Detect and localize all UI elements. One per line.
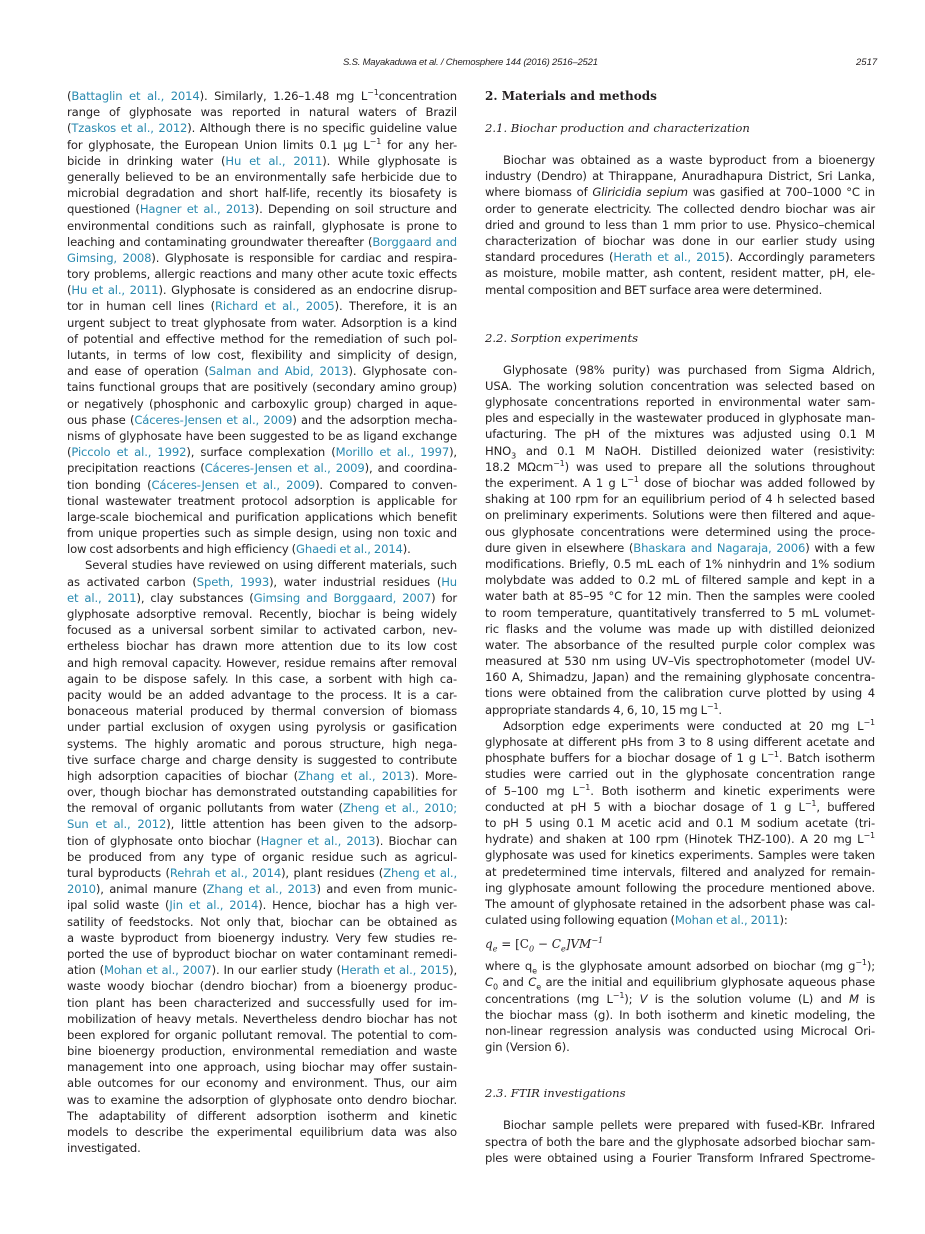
sorption-paragraph-1 (485, 362, 875, 718)
text-line: systems. The highly aromatic and porous structure, high nega- (67, 736, 457, 751)
text-line: water bath at 85–95 °C for 12 min. Then the samples were cooled (485, 589, 875, 604)
biochar-production-paragraph (485, 152, 875, 298)
text-line: again to be dispose safely. In this case, a sorbent with high ca- (67, 671, 457, 686)
text-line: glyphosate concentrations reported in environmental water sam- (485, 395, 875, 410)
intro-paragraph-1 (67, 88, 457, 557)
text-line: over, though biochar has demonstrated outstanding capabilities for (67, 785, 457, 800)
text-line: ric flasks and the volume was made up with distilled deionized (485, 621, 875, 636)
text-line: 18.2 MΩcm$^{-1}$) was used to prepare all the solutions throughout (485, 458, 875, 474)
text-line: questioned (Hagner et al., 2013). Depending on soil structure and (67, 202, 457, 217)
text-line: characterization of biochar was done in our earlier study using (485, 233, 875, 248)
superscript: −1 (578, 782, 591, 792)
text-line: of potential and effective method for the remediation of such pol- (67, 331, 457, 346)
citation-link[interactable]: Zheng et al., (383, 866, 457, 880)
text-line: dure given in elsewhere (Bhaskara and Nagaraja, 2006) with a few (485, 540, 875, 555)
text-line: (Battaglin et al., 2014). Similarly, 1.26–1.48 mg $L^{-1}concentration$ (67, 88, 457, 103)
text-line: from unique properties such as simple design, using non toxic and (67, 526, 457, 541)
text-line: able outcomes for our economy and environment. Thus, our aim (67, 1076, 457, 1091)
text-line: tion bonding (Cáceres-Jensen et al., 2009). Compared to conven- (67, 477, 458, 492)
text-line: 2010), animal manure (Zhang et al., 2013) and even from munic- (67, 882, 457, 897)
citation-link[interactable]: Sun et al., 2012 (67, 817, 167, 832)
superscript: −1 (863, 717, 875, 727)
text-line: waste woody biochar (dendro biochar) from a bioenergy produc- (67, 979, 457, 994)
text-line: was to examine the adsorption of glyphosate onto dendro biochar. (67, 1092, 457, 1107)
text-line: tural byproducts (Rehrah et al., 2014), plant residues (Zheng et al., (67, 866, 457, 880)
citation-link[interactable]: Cáceres-Jensen et al., 2009 (134, 412, 293, 427)
italic-term: C (485, 975, 493, 990)
text-line: range of glyphosate was reported in natural waters of Brazil (67, 105, 457, 120)
italic-term: M (848, 991, 859, 1006)
text-line: mental composition and BET surface area were determined. (485, 282, 823, 297)
adsorption-equation: $q_e = [C_0 - C_e]VM^{-1}$ (485, 936, 604, 954)
text-line: bonaceous material produced by thermal conversion of biomass (67, 704, 457, 719)
subscript: 0 (492, 982, 498, 992)
text-line: phosphate buffers for a biochar dosage of 1 g $L^{-1}$. Batch isotherm (485, 750, 875, 766)
text-line: or negatively (phosphonic and carboxylic group) charged in aque- (67, 396, 457, 411)
text-line: Biochar was obtained as a waste byproduct from a bioenergy (503, 153, 875, 167)
text-line: tor in human cell lines (Richard et al., 2005). Therefore, it is an (67, 299, 458, 314)
text-line: been explored for organic pollutant removal. The potential to com- (67, 1027, 457, 1042)
text-line: tional wastewater treatment protocol adsorption is applicable for (67, 493, 457, 508)
text-line: a waste byproduct from bioenergy industry. Very few studies re- (67, 930, 457, 945)
citation-link[interactable]: Mohan et al., 2011 (674, 913, 780, 928)
text-line: (Piccolo et al., 1992), surface complexation (Morillo et al., 1997), (67, 445, 457, 460)
superscript: −1 (369, 136, 382, 146)
text-line: nisms of glyphosate have been suggested to be as ligand exchange (67, 428, 457, 443)
text-line: Adsorption edge experiments were conducted at 20 mg $L^{-1}$ (503, 717, 875, 733)
text-line: Sun et al., 2012), little attention has been given to the adsorp- (67, 817, 458, 832)
subscript: e (536, 982, 541, 992)
text-line: USA. The working solution concentration was selected based on (485, 378, 875, 393)
superscript: −1 (855, 958, 867, 968)
text-line: large-scale biochemical and purification applications which benefit (67, 509, 457, 524)
text-line: (Tzaskos et al., 2012). Although there is no specific guideline value (67, 121, 457, 136)
citation-link[interactable]: Hagner et al., 2013 (260, 833, 376, 848)
text-line: investigated. (67, 1141, 141, 1156)
text-line: urgent subject to treat glyphosate from water. Adsorption is a kind (67, 315, 457, 330)
text-line: spectra of both the bare and the glyphosate adsorbed biochar sam- (485, 1134, 875, 1149)
text-line: at predetermined time intervals, filtered and analyzed for remain- (485, 864, 875, 879)
text-line: management into one approach, using biochar may offer sustain- (67, 1060, 457, 1075)
citation-link[interactable]: Bhaskara and Nagaraja, 2006 (633, 540, 806, 555)
sorption-paragraph-2 (485, 718, 875, 928)
text-line: bicide in drinking water (Hu et al., 2011). While glyphosate is (67, 153, 457, 168)
text-line: glyphosate at different pHs from 3 to 8 using different acetate and (485, 735, 875, 749)
text-line: low cost adsorbents and high efficiency (Ghaedi et al., 2014). (67, 542, 411, 557)
text-line: environmental conditions such as rainfall, glyphosate is prone to (67, 218, 457, 233)
text-line: conducted at pH 5 with a biochar dosage of 1 g $L^{-1}$, buffered (485, 798, 875, 814)
text-line: $HNO_3$ and 0.1 M NaOH. Distilled deionized water (resistivity: (485, 443, 875, 460)
citation-link[interactable]: Hagner et al., 2013 (139, 202, 255, 217)
citation-link[interactable]: Mohan et al., 2007 (103, 963, 212, 978)
intro-paragraph-2 (67, 557, 457, 1156)
text-line: shaking at 100 rpm for an equilibrium period of 4 h selected based (485, 492, 875, 507)
text-line: on preliminary experiments. Solutions were then filtered and aque- (485, 508, 875, 523)
text-line: ufacturing. The pH of the mixtures was adjusted using 0.1 M (485, 427, 875, 442)
citation-link[interactable]: Ghaedi et al., 2014 (296, 542, 403, 557)
text-line: for glyphosate, the European Union limits 0.1 µg $L^{-1}$ for any her- (67, 136, 457, 152)
citation-link[interactable]: Zhang et al., 2013 (298, 768, 411, 783)
text-line: ported the use of byproduct biochar on water contaminant remedi- (67, 946, 457, 961)
italic-term: C (528, 975, 537, 990)
citation-link[interactable]: Richard et al., 2005 (214, 299, 335, 314)
text-line: standard procedures (Herath et al., 2015). Accordingly parameters (485, 250, 876, 265)
text-line: where $q_e$ is the glyphosate amount adsorbed on biochar (mg $g^{-1}$); (485, 958, 875, 976)
italic-term: Gliricidia sepium (592, 185, 688, 200)
citation-link[interactable]: 2010 (67, 882, 96, 897)
text-line: studies were carried out in the glyphosate concentration range (485, 767, 875, 782)
text-line: be produced from any type of organic residue such as agricul- (67, 849, 457, 864)
text-line: ing glyphosate amount following the procedure mentioned above. (485, 880, 875, 895)
citation-link[interactable]: Rehrah et al., 2014 (169, 866, 282, 880)
citation-link[interactable]: Salman and Abid, 2013 (208, 364, 349, 379)
text-line: mobilization of heavy metals. Nevertheless dendro biochar has not (67, 1011, 457, 1026)
text-line: and ease of operation (Salman and Abid, 2013). Glyphosate con- (67, 364, 457, 379)
text-line: models to describe the experimental equilibrium data was also (67, 1125, 457, 1139)
text-line: ertheless biochar has drawn more attention due to its low cost (67, 639, 457, 654)
text-line: gin (Version 6). (485, 1040, 570, 1055)
superscript: −1 (706, 701, 719, 711)
text-line: water. The absorbance of the resulted purple color complex was (485, 637, 875, 652)
text-line: 160 A, Shimadzu, Japan) and the remaining glyphosate concentra- (485, 670, 875, 685)
citation-link[interactable]: Hu et al., 2011 (225, 153, 323, 168)
text-line: tive surface charge and charge density is suggested to contribute (67, 752, 457, 767)
text-line: satility of feedstocks. Not only that, biochar can be obtained as (67, 914, 457, 929)
superscript: −1 (627, 475, 639, 485)
italic-term: V (639, 991, 648, 1006)
text-line: tion of glyphosate onto biochar (Hagner et al., 2013). Biochar can (67, 833, 458, 848)
text-line: The amount of glyphosate retained in the adsorbent phase was cal- (485, 896, 875, 911)
text-line: (Hu et al., 2011). Glyphosate is considered as an endocrine disrup- (67, 283, 457, 298)
text-line: where biomass of Gliricidia sepium was gasified at 700–1000 °C in (485, 185, 875, 200)
equation-explanation-paragraph (485, 958, 875, 1055)
citation-link[interactable]: Gimsing and Borggaard, 2007 (253, 590, 432, 605)
text-line: ous glyphosate concentrations were determined using the proce- (485, 524, 875, 539)
text-line: tory problems, allergic reactions and many other acute toxic effects (67, 267, 457, 282)
text-line: precipitation reactions (Cáceres-Jensen et al., 2009), and coordina- (67, 461, 457, 476)
subscript: e (532, 966, 537, 976)
text-line: as moisture, mobile matter, ash content, resident matter, pH, ele- (485, 266, 875, 281)
text-line: high adsorption capacities of biochar (Zhang et al., 2013). More- (67, 768, 457, 783)
right-column (485, 88, 875, 1166)
text-line: as activated carbon (Speth, 1993), water industrial residues (Hu (67, 574, 458, 589)
text-line: dried and ground to less than 1 mm prior to use. Physico–chemical (485, 217, 875, 232)
subsection-heading-2-2: 2.2. Sorption experiments (485, 330, 639, 345)
citation-link[interactable]: Hu et al., 2011 (71, 283, 159, 298)
subscript: 3 (511, 450, 517, 460)
text-line: molybdate was added to 0.2 mL of filtered sample and kept in a (485, 573, 875, 588)
citation-link[interactable]: Cáceres-Jensen et al., 2009 (204, 461, 365, 476)
text-line: order to generate electricity. The collected dendro biochar was air (485, 201, 875, 216)
superscript: −1 (553, 458, 565, 468)
text-line: bine bioenergy production, environmental remediation and waste (67, 1044, 457, 1059)
text-line: modifications. Briefly, 0.5 mL each of 1% ninhydrin and 1% sodium (485, 556, 875, 571)
citation-link[interactable]: Herath et al., 2015 (613, 250, 726, 265)
text-line: tion plant has been characterized and successfully used for im- (67, 995, 457, 1010)
superscript: −1 (612, 990, 625, 1000)
text-line: Gimsing, 2008). Glyphosate is responsible for cardiac and respira- (67, 250, 457, 265)
citation-link[interactable]: et al., 2011 (67, 590, 137, 605)
text-line: the removal of organic pollutants from water (Zheng et al., 2010; (67, 801, 458, 816)
citation-link[interactable]: Jin et al., 2014 (169, 898, 259, 913)
text-line: ples were obtained using a Fourier Transform Infrared Spectrome- (485, 1150, 875, 1165)
text-line: to pH 5 using 0.1 M acetic acid and 0.1 M sodium acetate (tri- (485, 815, 875, 830)
subsection-heading-2-3: 2.3. FTIR investigations (485, 1086, 626, 1101)
text-line: of 5–100 mg $L^{-1}$. Both isotherm and kinetic experiments were (485, 782, 875, 798)
text-line: ipal solid waste (Jin et al., 2014). Hence, biochar has a high ver- (67, 898, 457, 913)
subsection-heading-2-1: 2.1. Biochar production and characterization (485, 121, 750, 135)
journal-citation: S.S. Mayakaduwa et al. / Chemosphere 144 (2016) 2516–2521 (343, 57, 598, 68)
text-line: the biochar mass (g). In both isotherm and kinetic modeling, the (485, 1007, 875, 1022)
citation-link[interactable]: Hu (441, 574, 458, 589)
superscript: −1 (804, 798, 817, 808)
text-line: generally believed to be an environmentally safe herbicide due to (67, 169, 457, 184)
citation-link[interactable]: Speth, 1993 (196, 574, 270, 589)
text-line: pacity would be an added advantage to the process. It is a car- (67, 687, 457, 702)
superscript: −1 (767, 750, 779, 760)
citation-link[interactable]: Tzaskos et al., 2012 (71, 121, 188, 136)
citation-link[interactable]: Borggaard and (372, 234, 457, 249)
text-line: culated using following equation (Mohan et al., 2011): (485, 913, 788, 928)
ftir-paragraph (485, 1117, 875, 1166)
citation-link[interactable]: Gimsing, 2008 (67, 250, 152, 265)
text-line: appropriate standards 4, 6, 10, 15 mg $L^{-1}$. (485, 701, 722, 717)
text-line: ples and especially in the wastewater produced in glyphosate man- (485, 411, 875, 426)
text-line: et al., 2011), clay substances (Gimsing and Borggaard, 2007) for (67, 590, 458, 605)
citation-link[interactable]: Zhang et al., 2013 (206, 882, 317, 897)
text-line: under partial exclusion of oxygen using pyrolysis or gasification (67, 720, 457, 735)
text-line: glyphosate adsorptive removal. Recently, biochar is being widely (67, 607, 457, 621)
section-heading-materials-methods: 2. Materials and methods (485, 89, 657, 103)
superscript: −1 (367, 88, 379, 98)
text-line: tains functional groups that are positively (secondary amino group) (67, 380, 457, 395)
citation-link[interactable]: Piccolo et al., 1992 (71, 445, 187, 460)
text-line: and high removal capacity. However, residue remains after removal (67, 655, 457, 670)
text-line: the experiment. A 1 g $L^{-1}$ dose of biochar was added followed by (485, 475, 875, 490)
citation-link[interactable]: Zheng et al., 2010; (342, 801, 458, 816)
text-line: concentrations (mg $L^{-1}$); V is the solution volume (L) and M is (485, 990, 876, 1006)
text-line: microbial degradation and short half-life, recently its biosafety is (67, 186, 457, 201)
citation-link[interactable]: Herath et al., 2015 (340, 963, 450, 978)
citation-link[interactable]: Cáceres-Jensen et al., 2009 (151, 477, 316, 492)
text-line: The adaptability of different adsorption isotherm and kinetic (67, 1108, 457, 1123)
text-line: measured at 530 nm using UV–Vis spectrophotometer (model UV- (485, 654, 875, 669)
text-line: industry (Dendro) at Thirappane, Anuradhapura District, Sri Lanka, (485, 169, 875, 184)
text-line: glyphosate was used for kinetics experiments. Samples were taken (485, 848, 875, 863)
text-line: Biochar sample pellets were prepared with fused-KBr. Infrared (503, 1118, 875, 1133)
text-line: ation (Mohan et al., 2007). In our earlier study (Herath et al., 2015), (67, 963, 457, 978)
superscript: −1 (863, 831, 875, 841)
text-line: Glyphosate (98% purity) was purchased from Sigma Aldrich, (503, 362, 875, 377)
text-line: leaching and contaminating groundwater thereafter (Borggaard and (67, 234, 457, 249)
text-line: hydrate) and shaken at 100 rpm (Hinotek THZ-100). A 20 mg $L^{-1}$ (485, 831, 875, 847)
text-line: Several studies have reviewed on using different materials, such (85, 558, 457, 573)
citation-link[interactable]: Morillo et al., 1997 (335, 445, 450, 460)
page-number: 2517 (856, 57, 878, 68)
text-line: non-linear regression analysis was conducted using Microcal Ori- (485, 1024, 875, 1038)
left-column (67, 88, 457, 1156)
text-line: to room temperature, quantitatively transferred to 5 mL volumet- (485, 605, 875, 620)
text-line: tions were obtained from the calibration curve plotted by using 4 (485, 686, 875, 701)
running-head (0, 57, 925, 71)
text-line: lutants, in terms of low cost, flexibility and simplicity of design, (67, 348, 457, 362)
citation-link[interactable]: Battaglin et al., 2014 (71, 89, 200, 103)
text-line: ous phase (Cáceres-Jensen et al., 2009) and the adsorption mecha- (67, 412, 458, 427)
text-line: $C_0$ and $C_e$ are the initial and equilibrium glyphosate aqueous phase (485, 975, 875, 992)
text-line: focused as a universal sorbent similar to activated carbon, nev- (67, 623, 457, 638)
